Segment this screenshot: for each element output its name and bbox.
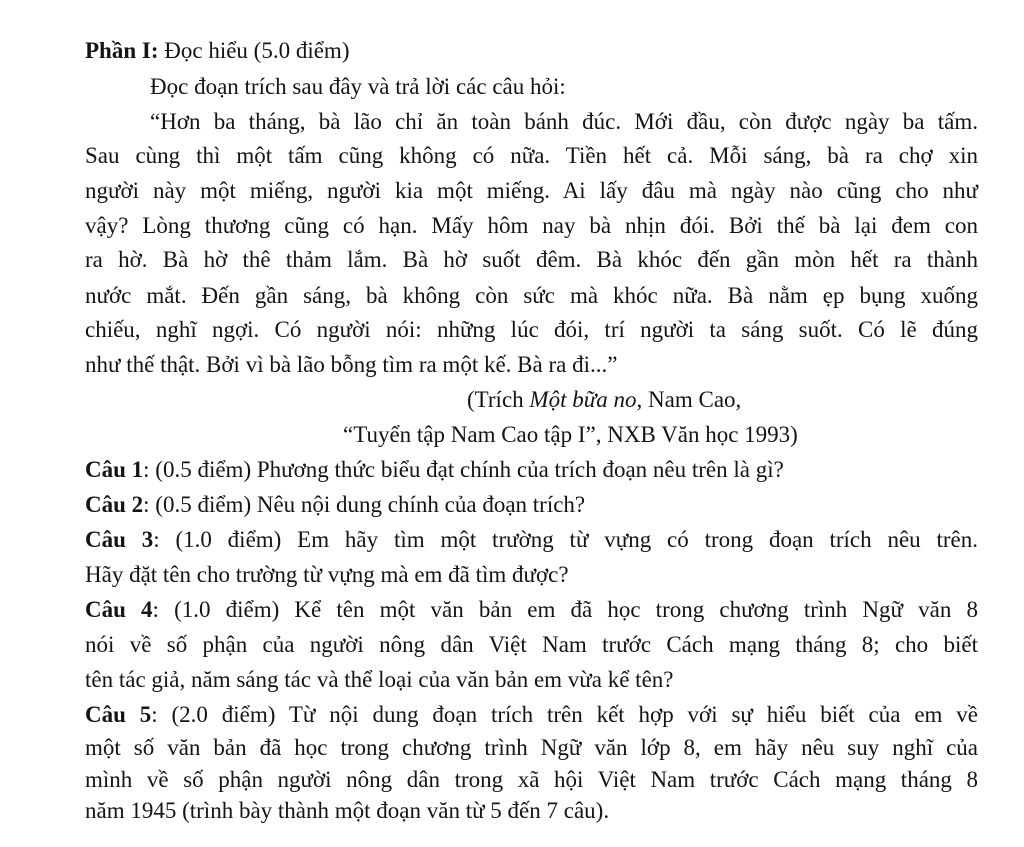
passage-line: như thế thật. Bởi vì bà lão bỗng tìm ra một kế. Bà ra đi...” (85, 352, 618, 377)
question-text: : (0.5 điểm) Nêu nội dung chính của đoạn trích? (143, 492, 586, 517)
section-title: Đọc hiểu (5.0 điểm) (158, 38, 350, 63)
question-text: : (0.5 điểm) Phương thức biểu đạt chính của trích đoạn nêu trên là gì? (143, 457, 784, 482)
question-text: một số văn bản đã học trong chương trình Ngữ văn lớp 8, em hãy nêu suy nghĩ của (85, 735, 978, 760)
question-text: tên tác giả, năm sáng tác và thể loại của văn bản em vừa kể tên? (85, 667, 674, 692)
question-2 (85, 490, 585, 520)
source-suffix: , Nam Cao, (636, 387, 742, 412)
question-text: : (1.0 điểm) Em hãy tìm một trường từ vựng có trong đoạn trích nêu trên. (153, 527, 978, 552)
source-work-title: Một bữa no (529, 387, 637, 412)
passage-line: Sau cùng thì một tấm cũng không có nữa. Tiền hết cả. Mỗi sáng, bà ra chợ xin (85, 143, 978, 168)
question-label: Câu 4 (85, 597, 153, 622)
question-3 (85, 525, 978, 555)
source-line-2: “Tuyển tập Nam Cao tập I”, NXB Văn học 1993) (343, 422, 798, 447)
question-text: nói về số phận của người nông dân Việt Nam trước Cách mạng tháng 8; cho biết (85, 632, 978, 657)
question-label: Câu 3 (85, 527, 154, 552)
question-text: : (2.0 điểm) Từ nội dung đoạn trích trên kết hợp với sự hiểu biết của em về (151, 702, 978, 727)
question-5 (85, 700, 978, 730)
question-4 (85, 595, 978, 625)
passage-line: ra hờ. Bà hờ thê thảm lắm. Bà hờ suốt đêm. Bà khóc đến gần mòn hết ra thành (85, 247, 978, 272)
question-text: Hãy đặt tên cho trường từ vựng mà em đã tìm được? (85, 562, 569, 587)
section-heading (85, 36, 349, 66)
source-prefix: (Trích (467, 387, 530, 412)
section-label: Phần I: (85, 38, 159, 63)
passage-line: chiếu, nghĩ ngợi. Có người nói: những lúc đói, trí người ta sáng suốt. Có lẽ đúng (85, 317, 978, 342)
source-line-1 (467, 385, 741, 415)
question-text: : (1.0 điểm) Kể tên một văn bản em đã học trong chương trình Ngữ văn 8 (152, 597, 978, 622)
question-label: Câu 1 (85, 457, 144, 482)
question-text: mình về số phận người nông dân trong xã hội Việt Nam trước Cách mạng tháng 8 (85, 767, 978, 792)
passage-line: vậy? Lòng thương cũng có hạn. Mấy hôm nay bà nhịn đói. Bởi thế bà lại đem con (85, 213, 978, 238)
question-label: Câu 2 (85, 492, 144, 517)
instruction: Đọc đoạn trích sau đây và trả lời các câu hỏi: (150, 74, 566, 99)
question-label: Câu 5 (85, 702, 152, 727)
passage-line: người này một miếng, người kia một miếng. Ai lấy đâu mà ngày nào cũng cho như (85, 178, 978, 203)
question-text: năm 1945 (trình bày thành một đoạn văn từ 5 đến 7 câu). (85, 798, 610, 823)
question-1 (85, 455, 784, 485)
passage-line: “Hơn ba tháng, bà lão chỉ ăn toàn bánh đúc. Mới đầu, còn được ngày ba tấm. (150, 109, 978, 134)
passage-line: nước mắt. Đến gần sáng, bà không còn sức mà khóc nữa. Bà nằm ẹp bụng xuống (85, 283, 978, 308)
